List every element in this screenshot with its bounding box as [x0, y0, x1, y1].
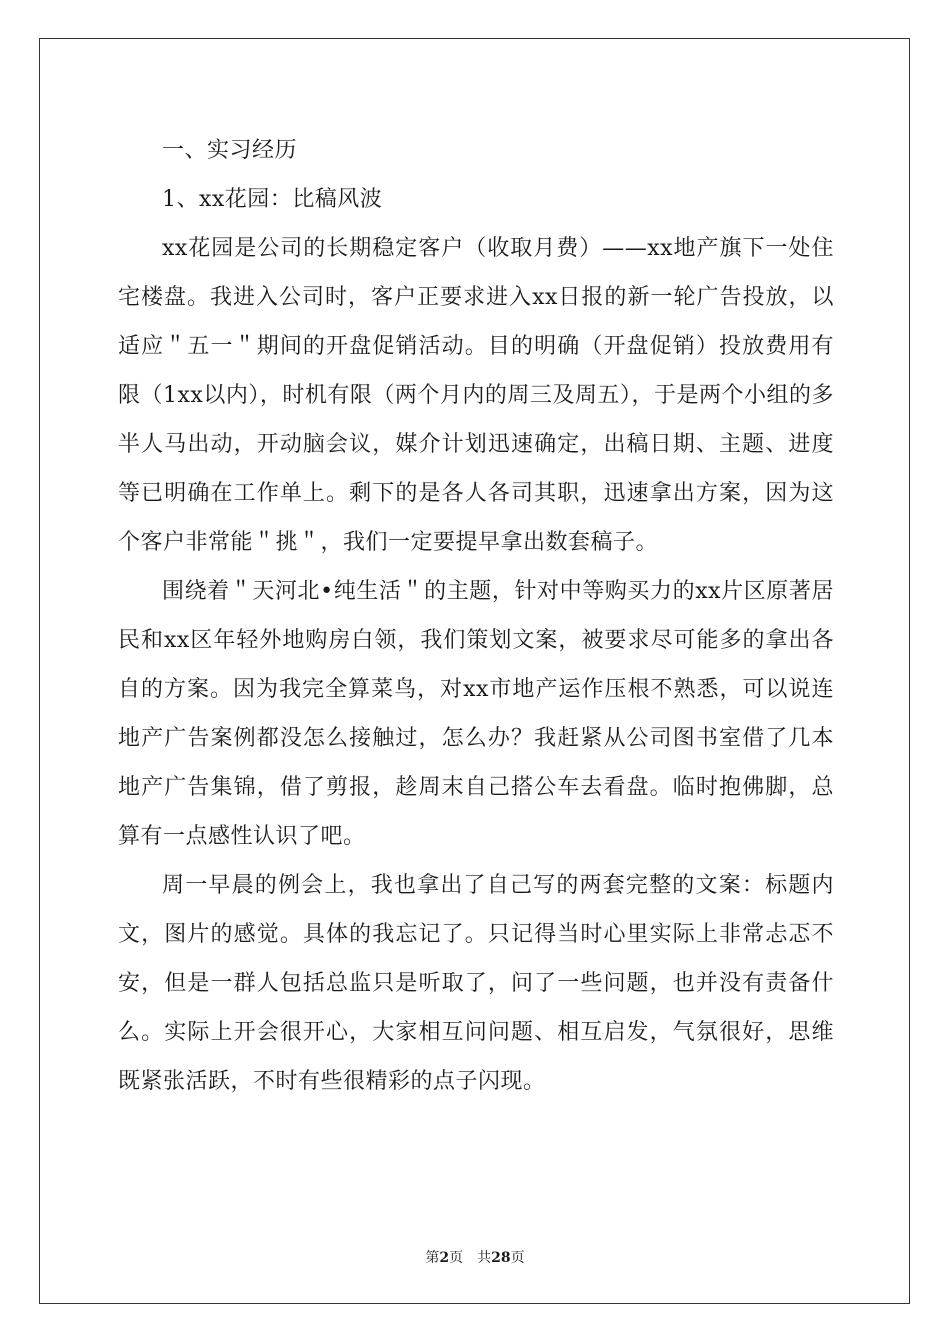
- body-paragraph: 围绕着＂天河北•纯生活＂的主题，针对中等购买力的xx片区原著居民和xx区年轻外地购房白领，我们策划文案，被要求尽可能多的拿出各自的方案。因为我完全算菜鸟，对xx市地产运作压根不熟悉，可以说连地产广告案例都没怎么接触过，怎么办？我赶紧从公司图书室借了几本地产广告集锦，借了剪报，趁周末自己搭公车去看盘。临时抱佛脚，总算有一点感性认识了吧。: [118, 579, 834, 849]
- page-footer: [0, 1247, 950, 1267]
- total-suffix: 页: [510, 1250, 525, 1266]
- page-suffix: 页: [449, 1250, 464, 1266]
- body-paragraph: xx花园是公司的长期稳定客户（收取月费）——xx地产旗下一处住宅楼盘。我进入公司时，客户正要求进入xx日报的新一轮广告投放，以适应＂五一＂期间的开盘促销活动。目的明确（开盘促销）投放费用有限（1xx以内），时机有限（两个月内的周三及周五），于是两个小组的多半人马出动，开动脑会议，媒介计划迅速确定，出稿日期、主题、进度等已明确在工作单上。剩下的是各人各司其职，迅速拿出方案，因为这个客户非常能＂挑＂，我们一定要提早拿出数套稿子。: [118, 236, 834, 555]
- page-current: 2: [439, 1250, 450, 1266]
- document-body: [118, 126, 834, 1106]
- total-prefix: 共: [477, 1250, 492, 1266]
- page-prefix: 第: [425, 1250, 440, 1266]
- subsection-heading: 1、xx花园：比稿风波: [162, 187, 383, 212]
- page-total: 28: [491, 1250, 511, 1266]
- body-paragraph: 周一早晨的例会上，我也拿出了自己写的两套完整的文案：标题内文，图片的感觉。具体的我忘记了。只记得当时心里实际上非常忐忑不安，但是一群人包括总监只是听取了，问了一些问题，也并没有责备什么。实际上开会很开心，大家相互问问题、相互启发，气氛很好，思维既紧张活跃，不时有些很精彩的点子闪现。: [118, 873, 834, 1094]
- section-heading: 一、实习经历: [162, 138, 298, 163]
